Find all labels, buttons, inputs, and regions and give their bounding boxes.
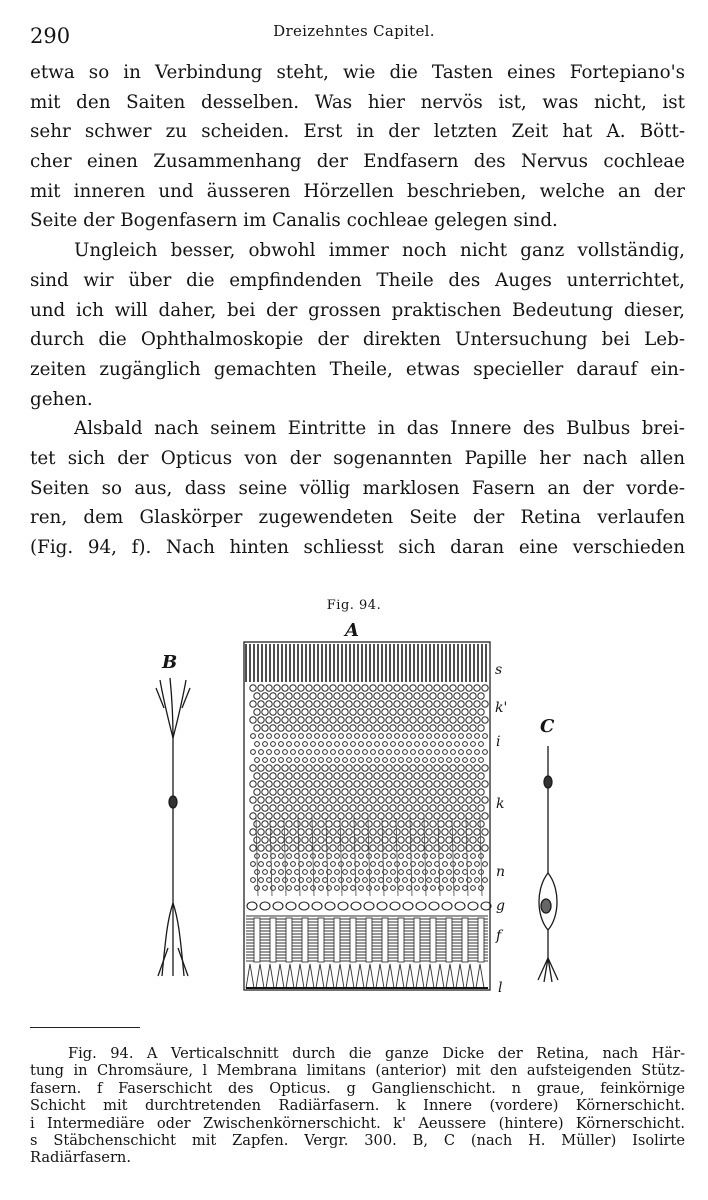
caption-line: fasern. f Faserschicht des Opticus. g Ganglienschicht. n graue, feinkörnige — [30, 1079, 685, 1097]
text-line: gehen. — [30, 388, 93, 410]
caption-line: Fig. 94. A Verticalschnitt durch die ganze Dicke der Retina, nach Här- — [68, 1045, 685, 1062]
layer-mark-k: k — [496, 796, 505, 812]
figure-caption — [30, 1045, 685, 1167]
text-line: (Fig. 94, f). Nach hinten schliesst sich daran eine verschieden — [30, 537, 685, 558]
text-line: zeiten zugänglich gemachten Theile, etwas specieller darauf ein- — [30, 358, 685, 380]
layer-mark-n: n — [496, 864, 506, 880]
layer-mark-f: f — [496, 928, 502, 944]
text-line: ren, dem Glaskörper zugewendeten Seite der Retina verlaufen — [30, 507, 685, 529]
text-line: sind wir über die empfindenden Theile des Auges unterrichtet, — [30, 269, 685, 291]
figure-letter-c: C — [540, 716, 555, 737]
figure-letter-a: A — [345, 620, 359, 641]
text-line: mit den Saiten desselben. Was hier nervös ist, was nicht, ist — [30, 91, 685, 113]
figure-letter-b: B — [162, 652, 178, 673]
retina-illustration — [140, 618, 580, 998]
radial-fiber-c — [538, 746, 558, 982]
text-line: und ich will daher, bei der grossen praktischen Bedeutung dieser, — [30, 299, 685, 321]
layer-mark-k-prime: k' — [495, 700, 508, 716]
text-line: sehr schwer zu scheiden. Erst in der letzten Zeit hat A. Bött- — [30, 121, 685, 143]
text-line: etwa so in Verbindung steht, wie die Tasten eines Fortepiano's — [30, 62, 685, 83]
retina-section-a — [244, 642, 491, 990]
text-line: Seite der Bogenfasern im Canalis cochleae gelegen sind. — [30, 210, 558, 232]
layer-mark-i: i — [496, 734, 501, 750]
text-line: tet sich der Opticus von der sogenannten Papille her nach allen — [30, 447, 685, 469]
layer-mark-g: g — [496, 898, 505, 914]
figure-label: Fig. 94. — [326, 598, 382, 613]
text-line: durch die Ophthalmoskopie der direkten Untersuchung bei Leb- — [30, 329, 685, 351]
text-line: Seiten so aus, dass seine völlig marklosen Fasern an der vorde- — [30, 477, 685, 499]
caption-line: tung in Chromsäure, l Membrana limitans (anterior) mit den aufsteigenden Stütz- — [30, 1062, 685, 1080]
caption-line: i Intermediäre oder Zwischenkörnerschicht. k' Aeussere (hintere) Körnerschicht. — [30, 1114, 685, 1132]
caption-line: Radiärfasern. — [30, 1149, 131, 1167]
text-line: Alsbald nach seinem Eintritte in das Innere des Bulbus brei- — [74, 418, 685, 440]
page-number: 290 — [30, 24, 71, 48]
text-line: Ungleich besser, obwohl immer noch nicht ganz vollständig, — [74, 240, 685, 262]
running-head: Dreizehntes Capitel. — [273, 22, 435, 40]
figure-94 — [140, 618, 580, 998]
layer-mark-s: s — [495, 662, 503, 678]
text-line: cher einen Zusammenhang der Endfasern des Nervus cochleae — [30, 151, 685, 173]
layer-mark-l: l — [498, 980, 503, 996]
caption-line: s Stäbchenschicht mit Zapfen. Vergr. 300. B, C (nach H. Müller) Isolirte — [30, 1131, 685, 1149]
text-line: mit inneren und äusseren Hörzellen beschrieben, welche an der — [30, 180, 685, 202]
body-text — [30, 58, 685, 563]
footnote-rule — [30, 1027, 140, 1028]
radial-fiber-b — [156, 678, 190, 976]
caption-line: Schicht mit durchtretenden Radiärfasern. k Innere (vordere) Körnerschicht. — [30, 1097, 685, 1115]
